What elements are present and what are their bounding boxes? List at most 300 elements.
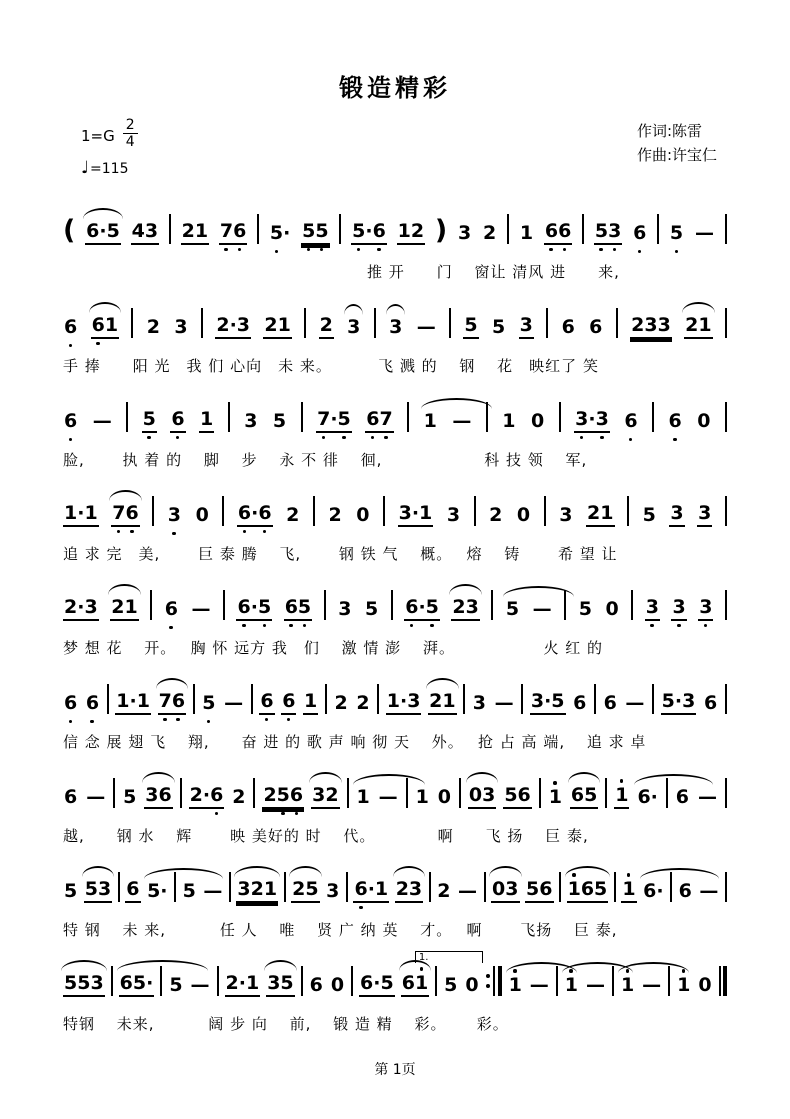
note-glyph: — [585,974,605,996]
note-glyph: 6 [561,316,575,338]
music-line-6 [63,669,727,763]
note-group [491,316,506,339]
slur-arc [393,866,425,877]
octave-dot [513,969,517,973]
note-glyph: 5 [202,694,215,713]
note-glyph: 7 [112,504,125,523]
note-group [131,220,159,245]
barline [582,214,584,244]
note-group [505,598,520,621]
octave-dot [627,873,631,877]
octave-dot [243,530,247,534]
barline [459,778,461,808]
note-group [337,598,352,621]
barline [313,496,315,526]
note-glyph: 1 [104,314,119,336]
note-glyph: 2 [685,314,699,336]
octave-dot [265,718,269,722]
note-group [351,220,387,245]
note-glyph: 3 [237,878,251,900]
octave-dot [287,718,291,722]
note-glyph: — [457,880,477,902]
note-group [632,222,647,245]
note-glyph: 6 [171,410,184,429]
note-glyph: 3 [389,316,403,338]
note-glyph: 6 [126,878,140,900]
slur-arc [108,584,140,595]
note-group [91,314,119,339]
note-group [488,504,503,527]
note-group [561,316,576,339]
note-glyph: — [529,974,549,996]
slur-arc [640,868,718,879]
note-glyph: — [625,692,645,714]
note-glyph: 5 [578,598,592,620]
note-glyph: 6 [260,692,273,711]
note-glyph: 5 [305,878,319,900]
barline [725,778,727,808]
note-group [386,690,422,715]
note-glyph: 3 [505,878,519,900]
slur-arc [83,208,123,219]
slur-arc [89,302,121,313]
music-line-7 [63,763,727,857]
octave-dot [263,530,267,534]
note-glyph: · [250,596,258,618]
lyrics-row: 手 捧 阳 光 我 们 心向 未 来。 飞 溅 的 钢 花 映红了 笑 [63,357,599,375]
note-group [548,786,563,809]
octave-dot [675,250,679,254]
note-group [697,786,718,809]
octave-dot [130,530,134,534]
note-glyph: · [411,502,420,524]
note-group [63,692,78,715]
note-group [463,314,478,339]
note-glyph: 5 [551,690,565,712]
note-group [530,690,566,715]
note-glyph: — [190,974,210,996]
parenthesis: ( [63,215,76,246]
note-group [574,408,610,433]
note-glyph: 2 [319,314,333,336]
note-glyph: 3 [559,504,573,526]
note-glyph: 3 [670,502,684,524]
note-group [698,596,713,621]
octave-dot [638,250,642,254]
note-glyph: 5 [84,878,98,900]
note-glyph: 6 [354,880,367,899]
repeat-end-barline [486,966,502,996]
barline [474,496,476,526]
note-glyph: · [373,972,381,994]
note-glyph: 2 [263,784,277,806]
note-glyph: — [191,598,211,620]
note-group [404,596,440,621]
tempo-value: =115 [90,161,129,178]
note-glyph: 2 [225,972,239,994]
note-glyph: 2 [292,878,306,900]
note-group [642,504,657,527]
note-glyph: 7 [220,222,233,241]
note-glyph: 3 [407,690,421,712]
note-glyph: 1 [263,878,278,900]
note-glyph: 6 [282,692,295,711]
octave-dot [295,812,299,816]
octave-dot [613,248,617,252]
note-glyph: 5 [315,222,328,241]
note-group [529,974,550,997]
note-glyph: 1 [136,690,150,712]
note-group [63,410,78,433]
note-group [168,974,183,997]
barline [594,684,596,714]
note-glyph: 1 [415,974,428,993]
note-group [503,784,531,809]
notation-row [63,387,727,433]
note-group [472,692,487,715]
lyrics-row: 特 钢 未 来, 任 人 唯 贤 广 纳 英 才。 啊 飞扬 巨 泰, [63,921,618,939]
note-glyph: 2 [250,878,264,900]
note-group [697,974,712,997]
note-group [215,314,251,339]
note-glyph: 5 [492,316,506,338]
sheet-music-page [63,68,727,1079]
note-group [219,220,247,245]
barline [301,402,303,432]
note-glyph: 3 [267,972,281,994]
music-line-5 [63,575,727,669]
note-glyph: 2 [587,502,601,524]
note-group [572,692,587,715]
barline [253,778,255,808]
note-glyph: 6 [290,786,303,805]
note-glyph: 1 [698,314,712,336]
note-group [181,220,209,245]
barline [407,402,409,432]
note-group [588,316,603,339]
note-glyph: 3 [482,784,496,806]
note-glyph: 3 [326,880,340,902]
note-glyph: · [146,972,154,994]
note-group [309,974,324,997]
note-group [190,598,211,621]
note-glyph: 3 [458,222,472,244]
note-glyph: 2 [429,690,443,712]
note-group [303,690,318,715]
note-glyph: · [99,220,107,242]
octave-dot [673,438,677,442]
note-group [92,410,113,433]
barline [301,966,303,996]
slur-arc [61,960,107,971]
octave-dot [163,718,167,722]
octave-dot [322,436,326,440]
note-glyph: 5 [594,878,608,900]
octave-dot [553,781,557,785]
note-group [661,690,697,715]
note-glyph: 5 [670,224,683,243]
note-group [697,502,712,527]
key-signature: 1=G [81,126,115,145]
lyrics-row: 脸, 执 着 的 脚 步 永 不 徘 徊, 科 技 领 军, [63,451,588,469]
note-group [281,690,296,715]
note-glyph: 3 [244,410,258,432]
octave-dot [563,248,567,252]
note-group [443,974,458,997]
barline [223,590,225,620]
note-group [428,690,456,715]
note-glyph: 5 [77,972,91,994]
note-glyph: — [203,880,223,902]
note-glyph: 0 [531,410,545,432]
note-glyph: 6 [92,316,105,335]
note-glyph: 3 [646,598,659,617]
barline [377,684,379,714]
note-group [401,972,429,997]
note-group [316,408,352,433]
lyrics-row: 梦 想 花 开。 胸 怀 远方 我 们 激 情 澎 湃。 火 红 的 [63,639,603,657]
octave-dot [147,436,151,440]
note-group [236,878,278,903]
barline [484,872,486,902]
note-group [395,878,423,903]
note-glyph: 6 [285,598,298,617]
octave-dot [307,248,311,252]
octave-dot [207,720,211,724]
slur-arc [466,772,498,783]
music-line-1 [63,199,727,293]
note-glyph: 5 [352,222,365,241]
note-glyph: 5 [64,972,78,994]
barline [217,966,219,996]
note-glyph: 3 [84,596,98,618]
note-group [202,880,223,903]
note-glyph: 6 [545,222,558,241]
barline [180,778,182,808]
note-glyph: 1 [442,690,456,712]
barline [284,872,286,902]
note-group [225,972,261,997]
note-glyph: 3 [530,690,545,712]
barline [152,496,154,526]
composer-credit: 作曲:许宝仁 [636,146,717,164]
slur-arc [634,774,712,785]
note-group [327,504,342,527]
notation-row [63,199,727,245]
note-group [223,692,244,715]
note-glyph: 2 [181,220,195,242]
note-glyph: 3 [644,314,658,336]
note-glyph: 5 [277,786,290,805]
note-group [146,316,161,339]
note-glyph: 5 [642,504,656,526]
note-group [359,972,395,997]
parenthesis: ) [434,215,448,246]
note-group [272,410,287,433]
note-glyph: 6 [64,412,77,431]
time-signature [123,117,138,150]
note-group [388,316,403,339]
note-group [110,596,138,621]
note-glyph: 3 [519,314,533,336]
note-glyph: 6 [573,692,587,714]
note-group [164,598,179,621]
note-glyph: 5 [182,880,196,902]
note-glyph: 0 [356,504,370,526]
note-group [604,598,619,621]
slur-arc [117,960,209,971]
slur-arc [503,586,574,597]
slur-arc [264,960,296,971]
notation-row [63,951,727,997]
note-glyph: 2 [264,314,278,336]
note-glyph: 6 [643,880,657,902]
note-group [170,408,185,433]
note-glyph: 5 [64,880,78,902]
octave-dot [682,969,686,973]
note-glyph: · [330,408,338,430]
note-group [416,316,437,339]
note-group [436,880,451,903]
note-group [201,692,216,715]
octave-dot [289,624,293,628]
barline [725,402,727,432]
note-group [85,220,121,245]
note-group [641,974,662,997]
barline [616,308,618,338]
page-number: 第 1页 [374,1062,416,1078]
note-glyph: 1 [419,502,433,524]
barline [435,966,437,996]
note-glyph: · [77,596,85,618]
note-group [567,878,609,903]
slur-arc [386,304,405,315]
music-line-2 [63,293,727,387]
note-glyph: — [92,410,112,432]
octave-dot [172,532,176,536]
note-glyph: 5 [106,220,120,242]
octave-dot [238,248,242,252]
barline [725,214,727,244]
barline [521,684,523,714]
note-glyph: 6 [210,786,223,805]
note-group [63,786,78,809]
barline [631,590,633,620]
note-glyph: · [77,502,85,524]
score-lines [63,199,727,1045]
note-glyph: · [400,690,408,712]
note-group [269,222,291,245]
note-glyph: 1 [194,220,209,242]
note-group [311,784,339,809]
lyrics-row: 推 开 门 窗让 清风 进 来, [63,263,620,281]
barline [725,308,727,338]
note-glyph: 1 [386,690,401,712]
barline [383,496,385,526]
quarter-note-icon: ♩ [81,158,90,179]
barline [257,214,259,244]
octave-dot [69,438,73,442]
note-glyph: 1 [502,410,516,432]
note-group [516,504,531,527]
note-glyph: · [367,878,375,900]
note-glyph: — [378,786,398,808]
note-group [645,596,660,621]
note-glyph: 2 [452,596,466,618]
note-glyph: 6 [64,786,78,808]
barline [229,872,231,902]
note-glyph: 1 [423,410,437,432]
note-glyph: · [251,502,259,524]
note-glyph: 3 [90,972,104,994]
note-glyph: 2 [395,878,409,900]
note-glyph: 1 [622,880,635,899]
note-group [199,408,214,433]
note-group [508,974,523,997]
notation-row [63,293,727,339]
note-group [355,504,370,527]
slur-arc [344,304,363,315]
note-glyph: 2 [437,880,451,902]
slur-arc [568,772,600,783]
octave-dot [371,436,375,440]
note-group [594,220,622,245]
note-group [301,220,329,245]
barline [251,684,253,714]
note-glyph: 2 [146,316,161,338]
barline [169,214,171,244]
note-glyph: — [699,880,719,902]
note-glyph: · [418,596,426,618]
octave-dot [96,342,100,346]
barline [725,496,727,526]
song-title: 锻造精彩 [339,74,451,102]
note-group [167,504,182,527]
octave-dot [357,248,361,252]
note-group [437,786,452,809]
octave-dot [677,624,681,628]
note-group [446,504,461,527]
note-glyph: 6 [669,412,682,431]
barline [222,496,224,526]
note-glyph: 2 [111,596,125,618]
octave-dot [69,720,73,724]
note-glyph: 1 [509,976,522,995]
note-glyph: 7 [317,410,330,429]
note-glyph: 6 [86,220,100,242]
note-group [84,878,112,903]
octave-dot [420,967,424,971]
note-glyph: 1 [356,786,370,808]
note-glyph: · [160,880,168,902]
note-glyph: 6 [675,786,690,808]
note-glyph: — [452,410,472,432]
note-glyph: 3 [145,784,159,806]
note-group [676,974,691,997]
key-tempo-block [81,119,138,178]
barline [346,872,348,902]
barline [324,590,326,620]
barline [325,684,327,714]
note-glyph: · [588,408,596,430]
note-group [319,314,334,339]
note-group [231,786,246,809]
note-group [63,596,99,621]
barline [491,590,493,620]
note-glyph: 2 [489,504,503,526]
notation-row [63,669,727,715]
note-group [532,598,553,621]
